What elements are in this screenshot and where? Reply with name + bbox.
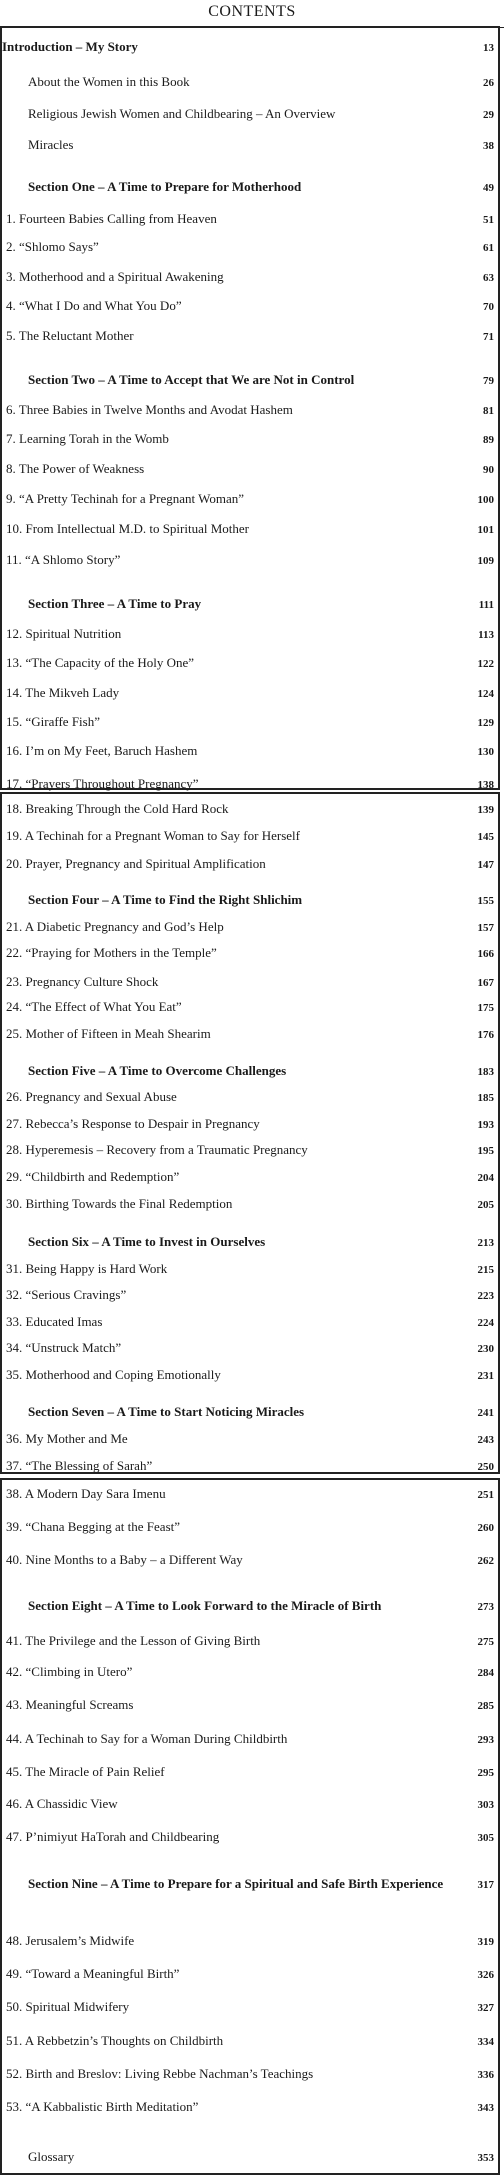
toc-entry-label: 13. “The Capacity of the Holy One” <box>6 655 195 671</box>
toc-entry-label: 34. “Unstruck Match” <box>6 1340 122 1356</box>
toc-page-number: 193 <box>477 1119 494 1132</box>
toc-page-number: 326 <box>477 1969 494 1982</box>
toc-page-number: 185 <box>477 1092 494 1105</box>
toc-page-number: 79 <box>483 375 494 388</box>
toc-page-number: 243 <box>477 1434 494 1447</box>
toc-entry-label: 25. Mother of Fifteen in Meah Shearim <box>6 1026 211 1042</box>
toc-page-number: 61 <box>483 242 494 255</box>
toc-page-number: 215 <box>477 1264 494 1277</box>
toc-entry <box>2 74 498 90</box>
toc-entry-label: 18. Breaking Through the Cold Hard Rock <box>6 801 229 817</box>
toc-entry <box>2 626 498 642</box>
toc-page-number: 147 <box>477 858 494 871</box>
toc-entry-label: 6. Three Babies in Twelve Months and Avodat Hashem <box>6 401 293 417</box>
toc-page-number: 130 <box>477 746 494 759</box>
toc-page-number: 251 <box>477 1489 494 1502</box>
toc-entry <box>2 1829 498 1845</box>
toc-entry-label: Section Eight – A Time to Look Forward to the Miracle of Birth <box>28 1597 382 1613</box>
toc-page-number: 51 <box>483 214 494 227</box>
toc-entry <box>2 137 498 153</box>
toc-entry <box>2 974 498 990</box>
toc-page-number: 295 <box>477 1766 494 1779</box>
toc-entry <box>2 1999 498 2015</box>
toc-page-number: 90 <box>483 463 494 476</box>
toc-section-heading <box>2 372 498 388</box>
toc-page-number: 29 <box>483 109 494 122</box>
toc-entry-label: 45. The Miracle of Pain Relief <box>6 1763 165 1779</box>
toc-entry <box>2 1142 498 1158</box>
toc-entry <box>2 1431 498 1447</box>
toc-entry-label: Introduction – My Story <box>2 39 138 55</box>
toc-entry-label: 23. Pregnancy Culture Shock <box>6 973 159 989</box>
toc-entry <box>2 1287 498 1303</box>
toc-page-number: 230 <box>477 1343 494 1356</box>
toc-entry <box>2 1664 498 1680</box>
toc-page-number: 273 <box>477 1600 494 1613</box>
toc-page-number: 100 <box>477 494 494 507</box>
toc-page-number: 183 <box>477 1066 494 1079</box>
toc-section-heading <box>2 1234 498 1250</box>
toc-page-number: 38 <box>483 140 494 153</box>
toc-entry <box>2 239 498 255</box>
toc-entry-label: 41. The Privilege and the Lesson of Giving Birth <box>6 1632 261 1648</box>
toc-entry-label: 22. “Praying for Mothers in the Temple” <box>6 945 217 961</box>
toc-entry <box>2 776 498 792</box>
toc-entry <box>2 1697 498 1713</box>
toc-entry-label: 33. Educated Imas <box>6 1314 103 1330</box>
toc-page-number: 157 <box>477 922 494 935</box>
toc-page-number: 334 <box>477 2035 494 2048</box>
toc-entry-label: 1. Fourteen Babies Calling from Heaven <box>6 211 217 227</box>
toc-page-number: 26 <box>483 77 494 90</box>
toc-entry <box>2 431 498 447</box>
toc-section-heading <box>2 596 498 612</box>
toc-entry-label: Miracles <box>28 137 74 153</box>
toc-entry <box>2 298 498 314</box>
toc-page-number: 195 <box>477 1145 494 1158</box>
toc-entry-label: 43. Meaningful Screams <box>6 1697 134 1713</box>
toc-page-number: 155 <box>477 895 494 908</box>
toc-page-number: 175 <box>477 1002 494 1015</box>
toc-entry-label: 40. Nine Months to a Baby – a Different Way <box>6 1552 243 1568</box>
toc-entry-label: 42. “Climbing in Utero” <box>6 1664 133 1680</box>
toc-entry-label: Section Seven – A Time to Start Noticing Miracles <box>28 1404 305 1420</box>
toc-entry-label: 8. The Power of Weakness <box>6 460 145 476</box>
toc-entry-label: 39. “Chana Begging at the Feast” <box>6 1519 181 1535</box>
toc-page-number: 138 <box>477 778 494 791</box>
toc-entry <box>2 491 498 507</box>
toc-page-number: 49 <box>483 182 494 195</box>
toc-page-number: 111 <box>478 599 494 612</box>
toc-section-heading <box>2 1404 498 1420</box>
toc-entry-label: 21. A Diabetic Pregnancy and God’s Help <box>6 919 224 935</box>
toc-entry-label: 46. A Chassidic View <box>6 1795 118 1811</box>
toc-entry-label: 12. Spiritual Nutrition <box>6 625 122 641</box>
toc-entry-label: 10. From Intellectual M.D. to Spiritual Mother <box>6 520 249 536</box>
toc-page-number: 145 <box>477 831 494 844</box>
toc-page-number: 89 <box>483 434 494 447</box>
toc-page-number: 303 <box>477 1798 494 1811</box>
toc-entry <box>2 1196 498 1212</box>
toc-entry-label: 48. Jerusalem’s Midwife <box>6 1933 135 1948</box>
toc-entry <box>2 856 498 872</box>
toc-entry <box>2 1731 498 1747</box>
toc-entry-label: 29. “Childbirth and Redemption” <box>6 1169 180 1185</box>
toc-page-number: 224 <box>477 1317 494 1330</box>
page-title: CONTENTS <box>0 0 504 28</box>
toc-entry <box>2 402 498 418</box>
toc-section-heading <box>2 1876 498 1892</box>
toc-entry <box>2 106 498 122</box>
toc-entry-label: 53. “A Kabbalistic Birth Meditation” <box>6 2099 199 2115</box>
toc-entry-label: 52. Birth and Breslov: Living Rebbe Nachman’s Teachings <box>6 2065 314 2081</box>
toc-entry <box>2 1169 498 1185</box>
toc-page-number: 260 <box>477 1522 494 1535</box>
toc-entry-label: Section Two – A Time to Accept that We are Not in Control <box>28 372 355 388</box>
toc-page-number: 167 <box>477 976 494 989</box>
toc-entry-label: Section Nine – A Time to Prepare for a Spiritual and Safe Birth Experience <box>28 1875 444 1891</box>
toc-page-number: 305 <box>477 1831 494 1844</box>
toc-entry-label: 37. “The Blessing of Sarah” <box>6 1458 153 1474</box>
toc-entry <box>2 521 498 537</box>
toc-entry-label: 35. Motherhood and Coping Emotionally <box>6 1367 221 1383</box>
toc-entry <box>2 1458 498 1474</box>
toc-page-number: 101 <box>477 523 494 536</box>
toc-entry <box>2 1633 498 1649</box>
toc-entry-label: 27. Rebecca’s Response to Despair in Pregnancy <box>6 1116 260 1132</box>
toc-page-number: 71 <box>483 330 494 343</box>
toc-entry-label: 7. Learning Torah in the Womb <box>6 431 169 447</box>
toc-entry <box>2 1933 498 1949</box>
toc-entry-label: 36. My Mother and Me <box>6 1431 128 1447</box>
toc-entry <box>2 828 498 844</box>
toc-entry <box>2 211 498 227</box>
toc-entry <box>2 1314 498 1330</box>
toc-page-number: 327 <box>477 2002 494 2015</box>
toc-entry-label: 3. Motherhood and a Spiritual Awakening <box>6 268 224 284</box>
toc-page-number: 231 <box>477 1370 494 1383</box>
toc-entry <box>2 269 498 285</box>
toc-entry-label: 24. “The Effect of What You Eat” <box>6 999 182 1015</box>
toc-entry-label: 16. I’m on My Feet, Baruch Hashem <box>6 743 198 759</box>
toc-entry-label: 38. A Modern Day Sara Imenu <box>6 1486 166 1502</box>
toc-entry-label: 9. “A Pretty Techinah for a Pregnant Woman” <box>6 491 244 507</box>
toc-entry <box>2 328 498 344</box>
toc-entry-label: 44. A Techinah to Say for a Woman During Childbirth <box>6 1730 288 1746</box>
toc-entry-label: Section Three – A Time to Pray <box>28 596 202 612</box>
toc-page-number: 166 <box>477 948 494 961</box>
toc-entry-label: Section Six – A Time to Invest in Ourselves <box>28 1234 266 1250</box>
toc-entry <box>2 1116 498 1132</box>
toc-page-number: 241 <box>477 1407 494 1420</box>
toc-section-heading <box>2 1598 498 1614</box>
toc-page-number: 204 <box>477 1172 494 1185</box>
toc-entry-label: Section Five – A Time to Overcome Challenges <box>28 1063 287 1079</box>
toc-page-number: 275 <box>477 1635 494 1648</box>
toc-entry <box>2 685 498 701</box>
toc-entry-label: 31. Being Happy is Hard Work <box>6 1261 168 1277</box>
toc-entry <box>2 801 498 817</box>
toc-entry-label: 32. “Serious Cravings” <box>6 1287 127 1303</box>
toc-panel-3 <box>0 1478 500 2175</box>
toc-entry-label: 20. Prayer, Pregnancy and Spiritual Amplification <box>6 855 266 871</box>
toc-section-heading <box>2 892 498 908</box>
toc-entry <box>2 39 498 55</box>
toc-entry <box>2 999 498 1015</box>
toc-entry-label: 51. A Rebbetzin’s Thoughts on Childbirth <box>6 2032 224 2048</box>
toc-entry-label: Section One – A Time to Prepare for Motherhood <box>28 179 302 195</box>
toc-page-number: 63 <box>483 271 494 284</box>
toc-entry <box>2 2149 498 2165</box>
toc-page-number: 284 <box>477 1667 494 1680</box>
toc-entry <box>2 1261 498 1277</box>
toc-entry-label: 26. Pregnancy and Sexual Abuse <box>6 1089 177 1105</box>
toc-entry <box>2 1089 498 1105</box>
toc-page-number: 109 <box>477 554 494 567</box>
toc-entry-label: 11. “A Shlomo Story” <box>6 551 121 567</box>
toc-entry-label: About the Women in this Book <box>28 74 190 90</box>
toc-page-number: 122 <box>477 658 494 671</box>
toc-entry <box>2 1764 498 1780</box>
toc-entry-label: 15. “Giraffe Fish” <box>6 714 100 729</box>
toc-entry-label: 2. “Shlomo Says” <box>6 239 99 255</box>
toc-entry-label: 49. “Toward a Meaningful Birth” <box>6 1966 180 1982</box>
toc-page-number: 124 <box>477 687 494 700</box>
toc-page-number: 13 <box>483 42 494 55</box>
toc-entry-label: 28. Hyperemesis – Recovery from a Traumatic Pregnancy <box>6 1142 308 1158</box>
toc-entry <box>2 919 498 935</box>
toc-entry-label: Glossary <box>28 2148 75 2164</box>
toc-entry-label: 19. A Techinah for a Pregnant Woman to Say for Herself <box>6 828 300 844</box>
toc-page-number: 129 <box>477 717 494 729</box>
toc-page-number: 353 <box>477 2151 494 2164</box>
toc-panel-1 <box>0 26 500 790</box>
toc-page-number: 319 <box>477 1936 494 1948</box>
toc-page-number: 250 <box>477 1461 494 1474</box>
toc-entry-label: 30. Birthing Towards the Final Redemption <box>6 1196 233 1212</box>
toc-section-heading <box>2 179 498 195</box>
toc-page-number: 213 <box>477 1237 494 1250</box>
toc-page-number: 139 <box>477 804 494 817</box>
toc-entry <box>2 714 498 730</box>
toc-entry <box>2 655 498 671</box>
toc-entry-label: 14. The Mikveh Lady <box>6 684 120 700</box>
toc-entry <box>2 1486 498 1502</box>
toc-entry <box>2 945 498 961</box>
toc-panel-2 <box>0 792 500 1474</box>
toc-entry-label: Section Four – A Time to Find the Right Shlichim <box>28 892 303 908</box>
toc-entry <box>2 1552 498 1568</box>
toc-page-number: 343 <box>477 2102 494 2115</box>
toc-entry <box>2 1796 498 1812</box>
toc-page-number: 285 <box>477 1700 494 1713</box>
toc-entry <box>2 2033 498 2049</box>
toc-entry-label: Religious Jewish Women and Childbearing – An Overview <box>28 106 336 122</box>
toc-page-number: 176 <box>477 1029 494 1042</box>
toc-page-number: 223 <box>477 1290 494 1303</box>
toc-entry-label: 17. “Prayers Throughout Pregnancy” <box>6 775 199 791</box>
toc-entry <box>2 1026 498 1042</box>
toc-section-heading <box>2 1063 498 1079</box>
toc-entry <box>2 2066 498 2082</box>
toc-entry-label: 4. “What I Do and What You Do” <box>6 298 182 314</box>
toc-entry-label: 5. The Reluctant Mother <box>6 327 134 343</box>
toc-page-number: 317 <box>477 1878 494 1891</box>
toc-entry <box>2 1966 498 1982</box>
toc-entry <box>2 552 498 568</box>
toc-page-number: 113 <box>478 628 494 641</box>
toc-entry <box>2 1367 498 1383</box>
toc-page-number: 205 <box>477 1199 494 1212</box>
toc-page-number: 262 <box>477 1555 494 1568</box>
toc-page-number: 70 <box>483 301 494 314</box>
toc-entry <box>2 743 498 759</box>
toc-page-number: 81 <box>483 404 494 417</box>
toc-entry-label: 47. P’nimiyut HaTorah and Childbearing <box>6 1828 220 1844</box>
toc-entry-label: 50. Spiritual Midwifery <box>6 1999 130 2015</box>
toc-entry <box>2 461 498 477</box>
toc-entry <box>2 2099 498 2115</box>
toc-page-number: 336 <box>477 2068 494 2081</box>
toc-entry <box>2 1340 498 1356</box>
toc-page-number: 293 <box>477 1733 494 1746</box>
toc-entry <box>2 1519 498 1535</box>
